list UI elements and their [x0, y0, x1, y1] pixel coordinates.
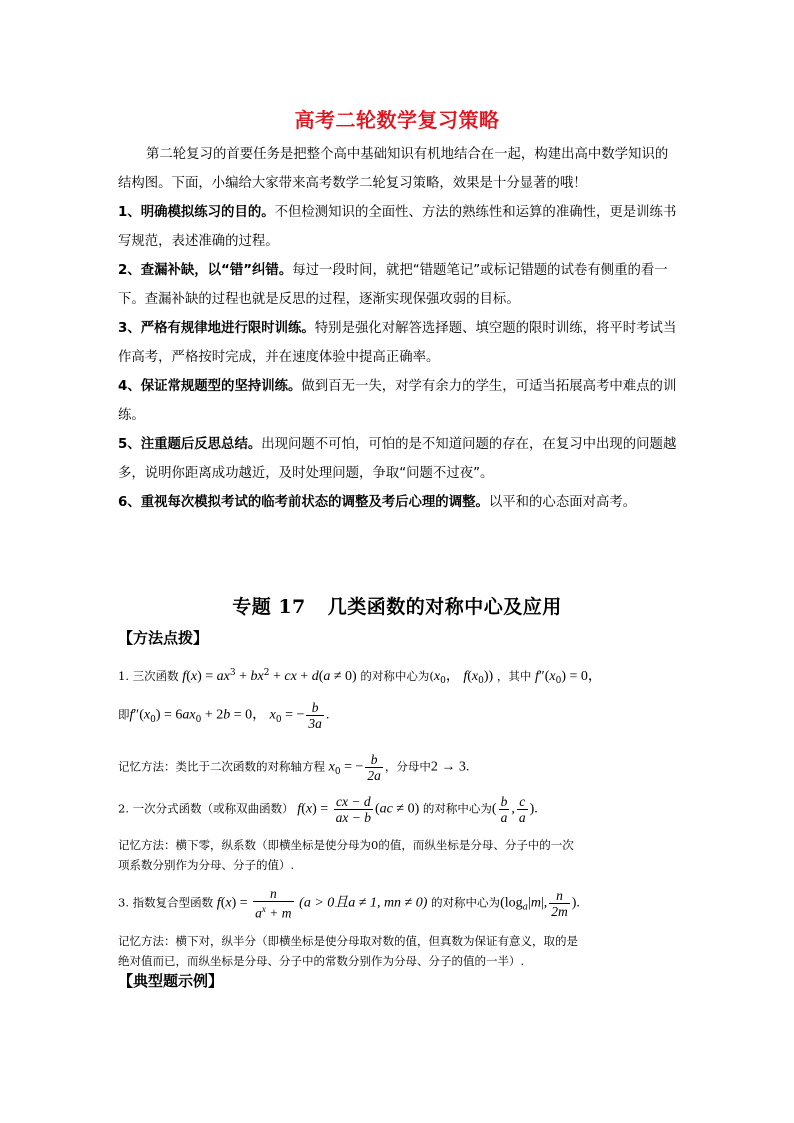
memory-line-fractional-cont: 项系数分别作为分母、分子的值）. — [118, 858, 295, 872]
cubic-formula: f — [182, 668, 187, 684]
strategy-item-heading: 2、查漏补缺，以“错”纠错。 — [118, 263, 293, 278]
strategy-item-1 — [118, 198, 678, 256]
intro-paragraph: 第二轮复习的首要任务是把整个高中基础知识有机地结合在一起，构建出高中数学知识的结构图。下面，小编给大家带来高考数学二轮复习策略，效果是十分显著的哦！ — [118, 147, 669, 191]
memory-line-exponential-cont: 绝对值而已，而纵坐标是分母、分子中的常数分别作为分母、分子的值的一半）. — [118, 954, 525, 968]
formula-text: 记忆方法：类比于二次函数的对称轴方程 — [118, 759, 325, 774]
memory-line-exponential: 记忆方法：横下对，纵半分（即横坐标是使分母取对数的值，但真数为保证有意义，取的是 — [118, 934, 578, 948]
formula-text: ，其中 — [496, 668, 532, 683]
fraction: $\frac{n}{2m}$ — [551, 887, 568, 919]
formula-text: 1. 三次函数 — [118, 668, 179, 683]
fraction: $\frac{cx - d}{ax - b}$ — [335, 794, 371, 825]
strategy-item-text: 特别是强化对解答选择题、填空题的限时训练，将平时考试当作高考，严格按时完成，并在速度体验中提高正确率。 — [118, 321, 677, 365]
strategy-item-heading: 1、明确模拟练习的目的。 — [118, 205, 275, 220]
strategy-item-text: 不但检测知识的全面性、方法的熟练性和运算的准确性，更是训练书写规范，表述准确的过程。 — [118, 205, 677, 249]
formula-text: 3. 指数复合型函数 — [118, 895, 214, 910]
formula-text: 的对称中心为( — [360, 668, 434, 683]
formula-text: 的对称中心为 — [431, 895, 501, 910]
formula-line-cubic: 1. 三次函数 $f(x) = ax^3 + bx^2$ + cx + d(a ≠ 0) 的对称中心为($x_0$， $f(x_0)$) ，其中 $f''(x_0) = 0$， — [118, 668, 602, 687]
strategy-item-6 — [118, 488, 678, 517]
strategy-item-heading: 6、重视每次模拟考试的临考前状态的调整及考后心理的调整。 — [118, 495, 489, 510]
strategy-item-text: 出现问题不可怕，可怕的是不知道问题的存在，在复习中出现的问题越多，说明你距离成功越近，及时处理问题，争取“问题不过夜”。 — [118, 437, 677, 481]
formula-text: ，分母中 — [384, 759, 431, 774]
strategy-item-heading: 5、注重题后反思总结。 — [118, 437, 262, 452]
formula-line-derivative: 即$f''(x_0) = 6ax_0 + 2b = 0$， $x_0$ = − $\frac{b}{3a}$ . — [118, 700, 330, 731]
document-title: 高考二轮数学复习策略 — [294, 108, 500, 132]
memory-line-fractional: 记忆方法：横下零，纵系数（即横坐标是使分母为0的值，而纵坐标是分母、分子中的一次 — [118, 838, 574, 852]
examples-heading: 【典型题示例】 — [118, 972, 224, 990]
strategy-item-heading: 3、严格有规律地进行限时训练。 — [118, 321, 315, 336]
fraction: $\frac{c}{a}$ — [518, 794, 526, 825]
strategy-item-5 — [118, 430, 678, 488]
fraction: $\frac{b}{2a}$ — [367, 752, 381, 783]
formula-line-exponential: 3. 指数复合型函数 f(x) = $\frac{n}{a^x + m}$ (a > 0且a ≠ 1, mn ≠ 0) 的对称中心为($\log_a|m|$, $\frac{n}{2m}$ ). — [118, 886, 580, 921]
strategy-item-text: 每过一段时间，就把“错题笔记”或标记错题的试卷有侧重的看一下。查漏补缺的过程也就是反思的过程，逐渐实现保强攻弱的目标。 — [118, 263, 668, 307]
strategy-item-4 — [118, 372, 678, 430]
formula-line-fractional: 2. 一次分式函数（或称双曲函数） f(x) = $\frac{cx - d}{ax - b}$ (ac ≠ 0) 的对称中心为( $\frac{b}{a}$ , $\frac{c}{a}$ ). — [118, 794, 538, 825]
fraction: $\frac{b}{a}$ — [500, 794, 508, 825]
strategy-item-3 — [118, 314, 678, 372]
memory-line-cubic: 记忆方法：类比于二次函数的对称轴方程 $x_0$ = − $\frac{b}{2a}$ ，分母中2 → 3. — [118, 752, 470, 783]
strategy-item-text: 做到百无一失，对学有余力的学生，可适当拓展高考中难点的训练。 — [118, 379, 677, 423]
fraction: $\frac{b}{3a}$ — [308, 700, 322, 731]
section-name: 几类函数的对称中心及应用 — [327, 596, 562, 618]
formula-text: 即 — [118, 707, 130, 722]
method-heading: 【方法点拨】 — [118, 629, 209, 647]
section-number: 专题 17 — [232, 596, 306, 618]
formula-text: 的对称中心为 — [422, 801, 492, 816]
formula-text: 2. 一次分式函数（或称双曲函数） — [118, 801, 294, 816]
formula-condition: (a > 0且a ≠ 1, mn ≠ 0) — [299, 895, 428, 911]
fraction: $\frac{n}{a^x + m}$ — [255, 886, 292, 921]
section-title — [0, 592, 794, 619]
strategy-item-2 — [118, 256, 678, 314]
strategy-item-text: 以平和的心态面对高考。 — [488, 495, 637, 510]
strategy-item-heading: 4、保证常规题型的坚持训练。 — [118, 379, 302, 394]
